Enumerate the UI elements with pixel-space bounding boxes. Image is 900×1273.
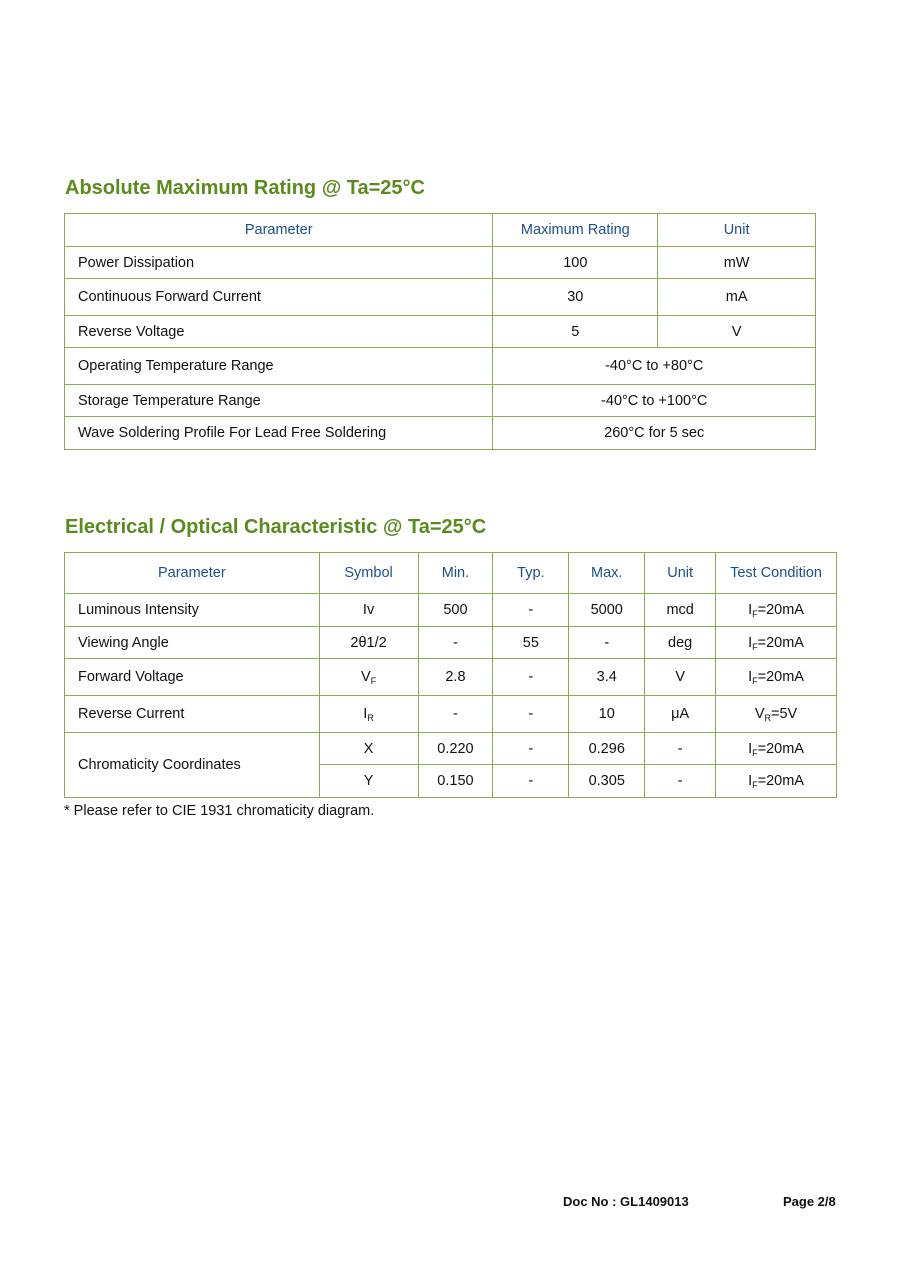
unit-cell: - — [645, 765, 716, 798]
column-header: Test Condition — [716, 553, 837, 594]
unit-cell: mW — [658, 247, 816, 279]
unit-cell: deg — [645, 627, 716, 659]
unit-cell: μA — [645, 696, 716, 733]
max-cell: - — [569, 627, 645, 659]
min-cell: - — [418, 627, 493, 659]
symbol-cell: Iv — [319, 594, 418, 627]
test-condition-cell: $I_F=20mA$ — [716, 733, 837, 765]
max-cell: 10 — [569, 696, 645, 733]
table-row — [65, 385, 816, 417]
max-cell: 0.296 — [569, 733, 645, 765]
table-row — [65, 279, 816, 316]
test-condition-cell: $I_F=20mA$ — [716, 765, 837, 798]
parameter-cell: Luminous Intensity — [65, 594, 320, 627]
table-row — [65, 417, 816, 450]
typ-cell: - — [493, 733, 569, 765]
parameter-cell: Storage Temperature Range — [65, 385, 493, 417]
rating-cell: 30 — [493, 279, 658, 316]
parameter-cell: Chromaticity Coordinates — [65, 733, 320, 798]
parameter-cell: Operating Temperature Range — [65, 348, 493, 385]
parameter-cell: Viewing Angle — [65, 627, 320, 659]
unit-cell: V — [645, 659, 716, 696]
min-cell: 500 — [418, 594, 493, 627]
footnote: * Please refer to CIE 1931 chromaticity diagram. — [64, 803, 375, 819]
parameter-cell: Power Dissipation — [65, 247, 493, 279]
unit-cell: - — [645, 733, 716, 765]
typ-cell: - — [493, 659, 569, 696]
table-row — [65, 247, 816, 279]
min-cell: 0.150 — [418, 765, 493, 798]
parameter-cell: Reverse Voltage — [65, 316, 493, 348]
table-row — [65, 696, 837, 733]
table-header-row — [65, 553, 837, 594]
parameter-cell: Wave Soldering Profile For Lead Free Soldering — [65, 417, 493, 450]
rating-cell: 100 — [493, 247, 658, 279]
table-header-row — [65, 214, 816, 247]
column-header: Maximum Rating — [493, 214, 658, 247]
section-title-electrical-optical: Electrical / Optical Characteristic @ Ta=25°C — [65, 516, 487, 538]
column-header: Typ. — [493, 553, 569, 594]
max-cell: 0.305 — [569, 765, 645, 798]
parameter-cell: Reverse Current — [65, 696, 320, 733]
min-cell: - — [418, 696, 493, 733]
doc-number: Doc No : GL1409013 — [563, 1194, 689, 1209]
test-condition-cell: $V_R=5V$ — [716, 696, 837, 733]
section-title-absolute-maximum: Absolute Maximum Rating @ Ta=25°C — [65, 177, 425, 199]
column-header: Symbol — [319, 553, 418, 594]
min-cell: 2.8 — [418, 659, 493, 696]
column-header: Max. — [569, 553, 645, 594]
unit-cell: mcd — [645, 594, 716, 627]
typ-cell: 55 — [493, 627, 569, 659]
min-cell: 0.220 — [418, 733, 493, 765]
absolute-maximum-table — [64, 213, 816, 450]
column-header: Parameter — [65, 553, 320, 594]
typ-cell: - — [493, 696, 569, 733]
symbol-cell: 2θ1/2 — [319, 627, 418, 659]
column-header: Unit — [645, 553, 716, 594]
column-header: Parameter — [65, 214, 493, 247]
unit-cell: V — [658, 316, 816, 348]
typ-cell: - — [493, 765, 569, 798]
test-condition-cell: $I_F=20mA$ — [716, 659, 837, 696]
unit-cell: mA — [658, 279, 816, 316]
typ-cell: - — [493, 594, 569, 627]
test-condition-cell: $I_F=20mA$ — [716, 627, 837, 659]
rating-cell: 5 — [493, 316, 658, 348]
parameter-cell: Forward Voltage — [65, 659, 320, 696]
test-condition-cell: $I_F=20mA$ — [716, 594, 837, 627]
symbol-cell: $V_F$ — [319, 659, 418, 696]
rating-cell: -40°C to +80°C — [493, 348, 816, 385]
symbol-cell: $I_R$ — [319, 696, 418, 733]
column-header: Unit — [658, 214, 816, 247]
max-cell: 5000 — [569, 594, 645, 627]
rating-cell: -40°C to +100°C — [493, 385, 816, 417]
parameter-cell: Continuous Forward Current — [65, 279, 493, 316]
column-header: Min. — [418, 553, 493, 594]
table-row — [65, 348, 816, 385]
rating-cell: 260°C for 5 sec — [493, 417, 816, 450]
page-number: Page 2/8 — [783, 1194, 836, 1209]
table-row — [65, 733, 837, 765]
table-row — [65, 627, 837, 659]
electrical-optical-table — [64, 552, 837, 798]
table-row — [65, 659, 837, 696]
symbol-cell: Y — [319, 765, 418, 798]
max-cell: 3.4 — [569, 659, 645, 696]
table-row — [65, 316, 816, 348]
table-row — [65, 594, 837, 627]
symbol-cell: X — [319, 733, 418, 765]
